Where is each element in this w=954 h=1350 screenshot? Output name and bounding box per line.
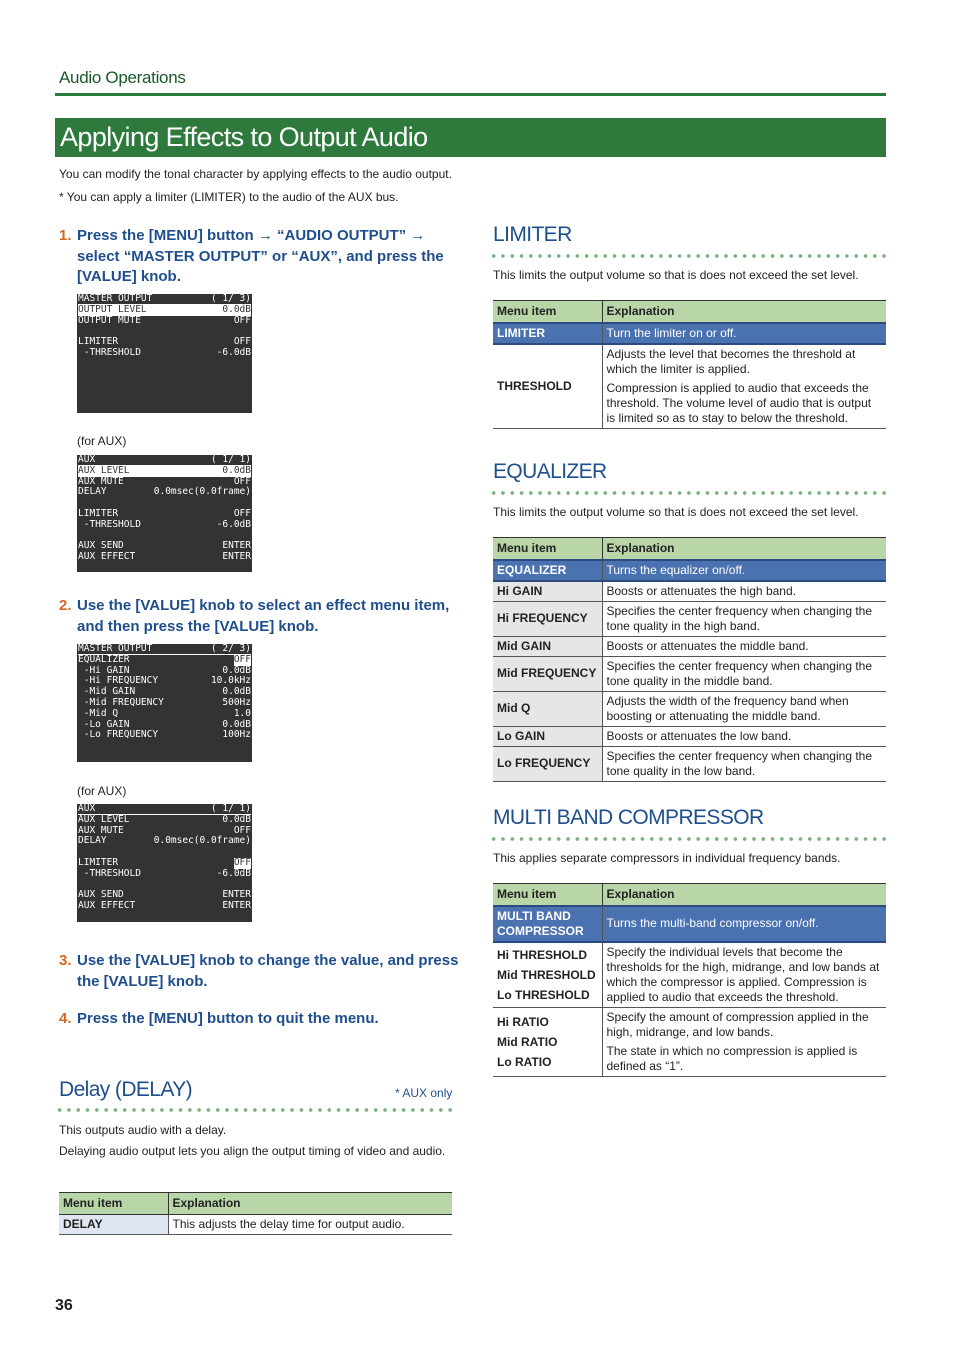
step-text: Use the [VALUE] knob to change the value, and press the [VALUE] knob. [77, 952, 459, 990]
lcd-label: EQUALIZER [78, 653, 130, 665]
page-number: 36 [55, 1297, 73, 1314]
table-row [493, 601, 886, 636]
col-explanation: Explanation [602, 884, 886, 906]
lcd-value: ENTER [222, 900, 251, 912]
step-text: Use the [VALUE] knob to select an effect menu item, and then press the [VALUE] knob. [77, 597, 450, 635]
menu-item-multi-band-compressor: MULTI BAND COMPRESSOR [493, 906, 602, 942]
lcd-row [78, 741, 251, 752]
explanation: Adjusts the width of the frequency band when boosting or attenuating the middle band. [602, 691, 886, 726]
step-number: 2. [59, 597, 72, 614]
lcd-label: DELAY [78, 486, 107, 498]
lcd-row [78, 487, 251, 498]
explanation: This adjusts the delay time for output audio. [168, 1215, 452, 1235]
lcd-row [78, 370, 251, 381]
lcd-row [78, 391, 251, 402]
table-row [493, 942, 886, 1008]
table-row [493, 344, 886, 429]
lcd-value: ENTER [222, 540, 251, 552]
table-row [59, 1215, 452, 1235]
delay-table [59, 1192, 452, 1235]
menu-item: Mid Q [493, 691, 602, 726]
lcd-value: OFF [233, 507, 251, 519]
col-menu-item: Menu item [493, 884, 602, 906]
lcd-value: OFF [233, 856, 251, 868]
menu-item: Mid FREQUENCY [493, 656, 602, 691]
menu-item-delay: DELAY [59, 1215, 168, 1235]
explanation [602, 1007, 886, 1076]
explanation: Turns the equalizer on/off. [602, 560, 886, 581]
lcd-label: AUX LEVEL [78, 464, 130, 476]
lcd-screen-master-output-2 [77, 644, 252, 762]
lcd-label: DELAY [78, 835, 107, 847]
lcd-value: 100Hz [222, 729, 251, 741]
table-row [493, 656, 886, 691]
step-text: Press the [MENU] button → “AUDIO OUTPUT” → select “MASTER OUTPUT” or “AUX”, and press the [VALUE] knob. [77, 227, 444, 285]
lcd-value: ( 1/ 1) [210, 454, 251, 465]
menu-item-ratio-group [493, 1007, 602, 1076]
dotted-divider [489, 836, 887, 842]
delay-heading: Delay (DELAY) [59, 1078, 193, 1101]
lcd-value: 0.0dB [222, 718, 251, 730]
explanation-para: The state in which no compression is applied is defined as “1”. [606, 1043, 858, 1073]
lcd-value: OFF [233, 824, 251, 836]
step-number: 3. [59, 952, 72, 969]
table-header [493, 301, 886, 323]
delay-desc-1: This outputs audio with a delay. [59, 1123, 227, 1137]
lcd-value: 0.0dB [222, 686, 251, 698]
menu-item: Lo RATIO [497, 1054, 552, 1069]
lcd-value: OFF [233, 475, 251, 487]
dotted-divider [489, 490, 887, 496]
col-explanation: Explanation [602, 301, 886, 323]
lcd-value: OFF [233, 653, 251, 665]
menu-item: Mid RATIO [497, 1034, 558, 1049]
menu-item: Lo GAIN [493, 726, 602, 746]
explanation: Turn the limiter on or off. [602, 323, 886, 344]
lcd-value: 0.0msec(0.0frame) [153, 835, 251, 847]
limiter-heading: LIMITER [493, 223, 572, 246]
table-header [59, 1193, 452, 1215]
table-row-selected [493, 323, 886, 344]
menu-item: Mid THRESHOLD [497, 967, 596, 982]
lcd-label: OUTPUT LEVEL [78, 303, 147, 315]
menu-item: Lo THRESHOLD [497, 987, 590, 1002]
col-menu-item: Menu item [493, 538, 602, 560]
explanation: Boosts or attenuates the low band. [602, 726, 886, 746]
lcd-row [78, 912, 251, 923]
lcd-label: -Hi FREQUENCY [78, 675, 159, 687]
lcd-value: ( 1/ 3) [210, 293, 251, 304]
lcd-value: ENTER [222, 551, 251, 563]
lcd-label: AUX [78, 803, 96, 814]
table-row [493, 636, 886, 656]
lcd-label: -Lo GAIN [78, 718, 130, 730]
lcd-label: AUX [78, 454, 96, 465]
section-label: Audio Operations [59, 68, 186, 87]
menu-item-equalizer: EQUALIZER [493, 560, 602, 581]
lcd-value: 0.0dB [222, 664, 251, 676]
lcd-row [78, 836, 251, 847]
menu-item-threshold-group [493, 942, 602, 1008]
explanation: Boosts or attenuates the high band. [602, 581, 886, 602]
lcd-value: 0.0msec(0.0frame) [153, 486, 251, 498]
table-row [493, 746, 886, 781]
explanation-para: Compression is applied to audio that exceeds the threshold. The volume level of audio that is output is limited so as to stay to below the threshold. [606, 380, 872, 425]
col-menu-item: Menu item [493, 301, 602, 323]
menu-item: Hi RATIO [497, 1014, 549, 1029]
explanation-para: Specify the amount of compression applied in the high, midrange, and low bands. [606, 1009, 869, 1039]
lcd-label: OUTPUT MUTE [78, 314, 141, 326]
lcd-label: -Mid GAIN [78, 686, 136, 698]
step-text: Press the [MENU] button to quit the menu. [77, 1010, 379, 1027]
table-row-selected [493, 560, 886, 581]
menu-item: Hi GAIN [493, 581, 602, 602]
lcd-screen-aux-1 [77, 455, 252, 572]
lcd-row [78, 466, 251, 477]
table-row [493, 726, 886, 746]
step-1 [59, 226, 459, 288]
lcd-value: 0.0dB [222, 303, 251, 315]
lcd-row [78, 730, 251, 741]
title-bar [55, 118, 886, 157]
explanation [602, 344, 886, 429]
lcd-value: OFF [233, 314, 251, 326]
explanation: Specifies the center frequency when changing the tone quality in the high band. [602, 601, 886, 636]
lcd-value: ( 1/ 1) [210, 803, 251, 814]
mbc-desc: This applies separate compressors in individual frequency bands. [493, 851, 841, 865]
lcd-value: OFF [233, 336, 251, 348]
lcd-label: AUX MUTE [78, 475, 124, 487]
step-2 [59, 596, 459, 637]
lcd-label: -Hi GAIN [78, 664, 130, 676]
lcd-label: -THRESHOLD [78, 346, 141, 358]
lcd-value: 1.0 [233, 707, 251, 719]
lcd-row [78, 305, 251, 316]
lcd-value: 10.0kHz [210, 675, 251, 687]
table-header [493, 538, 886, 560]
explanation: Specify the individual levels that become the thresholds for the high, midrange, and low bands at which the compressor is applied. Compression is applied to audio that exceeds the threshold. [602, 942, 886, 1008]
lcd-label: LIMITER [78, 856, 119, 868]
explanation: Specifies the center frequency when changing the tone quality in the middle band. [602, 656, 886, 691]
dotted-divider [489, 253, 887, 259]
menu-item: Hi FREQUENCY [493, 601, 602, 636]
page-title: Applying Effects to Output Audio [60, 122, 428, 152]
menu-item-threshold: THRESHOLD [493, 344, 602, 429]
lcd-value: 500Hz [222, 696, 251, 708]
lcd-row [78, 316, 251, 327]
lcd-row [78, 552, 251, 563]
table-header [493, 884, 886, 906]
explanation: Turns the multi-band compressor on/off. [602, 906, 886, 942]
table-row [493, 691, 886, 726]
lcd-screen-aux-2 [77, 804, 252, 922]
limiter-desc: This limits the output volume so that is does not exceed the set level. [493, 268, 859, 282]
lcd-label: AUX SEND [78, 540, 124, 552]
lcd-label: -Lo FREQUENCY [78, 729, 159, 741]
lcd-label: AUX LEVEL [78, 813, 130, 825]
lcd-value: 0.0dB [222, 464, 251, 476]
lcd-label: -THRESHOLD [78, 867, 141, 879]
lcd-label: MASTER OUTPUT [78, 293, 153, 304]
lcd-label: LIMITER [78, 507, 119, 519]
lcd-label: AUX SEND [78, 889, 124, 901]
col-explanation: Explanation [168, 1193, 452, 1215]
explanation: Boosts or attenuates the middle band. [602, 636, 886, 656]
step-3 [59, 951, 459, 992]
mbc-table [493, 883, 886, 1077]
lcd-value: -6.0dB [216, 867, 251, 879]
col-explanation: Explanation [602, 538, 886, 560]
equalizer-heading: EQUALIZER [493, 460, 607, 483]
limiter-table [493, 300, 886, 429]
lcd-row [78, 563, 251, 574]
caption-for-aux: (for AUX) [77, 434, 127, 448]
aux-only-note: * AUX only [395, 1086, 453, 1100]
lcd-label: -Mid FREQUENCY [78, 696, 164, 708]
intro-note: * You can apply a limiter (LIMITER) to the audio of the AUX bus. [59, 190, 399, 204]
delay-desc-2: Delaying audio output lets you align the output timing of video and audio. [59, 1144, 446, 1158]
lcd-row [78, 359, 251, 370]
lcd-screen-master-output-1 [77, 294, 252, 413]
equalizer-table [493, 537, 886, 782]
table-row-selected [493, 906, 886, 942]
explanation-para: Adjusts the level that becomes the threshold at which the limiter is applied. [606, 346, 856, 376]
lcd-row [78, 869, 251, 880]
intro-text: You can modify the tonal character by applying effects to the audio output. [59, 167, 452, 181]
step-number: 4. [59, 1010, 72, 1027]
lcd-value: ( 2/ 3) [210, 643, 251, 654]
menu-item: Mid GAIN [493, 636, 602, 656]
step-number: 1. [59, 227, 72, 244]
lcd-row [78, 815, 251, 826]
lcd-label: AUX EFFECT [78, 551, 136, 563]
step-4 [59, 1009, 459, 1030]
equalizer-desc: This limits the output volume so that is does not exceed the set level. [493, 505, 859, 519]
menu-item: Hi THRESHOLD [497, 947, 587, 962]
lcd-row [78, 655, 251, 666]
mbc-heading: MULTI BAND COMPRESSOR [493, 806, 764, 829]
lcd-value: ENTER [222, 889, 251, 901]
section-rule [55, 93, 886, 96]
table-row [493, 1007, 886, 1076]
lcd-row [78, 380, 251, 391]
lcd-row [78, 901, 251, 912]
lcd-label: AUX EFFECT [78, 900, 136, 912]
lcd-row [78, 348, 251, 359]
caption-for-aux: (for AUX) [77, 784, 127, 798]
dotted-divider [55, 1107, 453, 1113]
lcd-label: -THRESHOLD [78, 518, 141, 530]
lcd-label: MASTER OUTPUT [78, 643, 153, 654]
col-menu-item: Menu item [59, 1193, 168, 1215]
explanation: Specifies the center frequency when changing the tone quality in the low band. [602, 746, 886, 781]
lcd-label: -Mid Q [78, 707, 119, 719]
lcd-label: AUX MUTE [78, 824, 124, 836]
lcd-label: LIMITER [78, 336, 119, 348]
lcd-value: -6.0dB [216, 518, 251, 530]
menu-item-limiter: LIMITER [493, 323, 602, 344]
lcd-value: 0.0dB [222, 813, 251, 825]
table-row [493, 581, 886, 602]
lcd-row [78, 709, 251, 720]
lcd-row [78, 520, 251, 531]
menu-item: Lo FREQUENCY [493, 746, 602, 781]
lcd-value: -6.0dB [216, 346, 251, 358]
